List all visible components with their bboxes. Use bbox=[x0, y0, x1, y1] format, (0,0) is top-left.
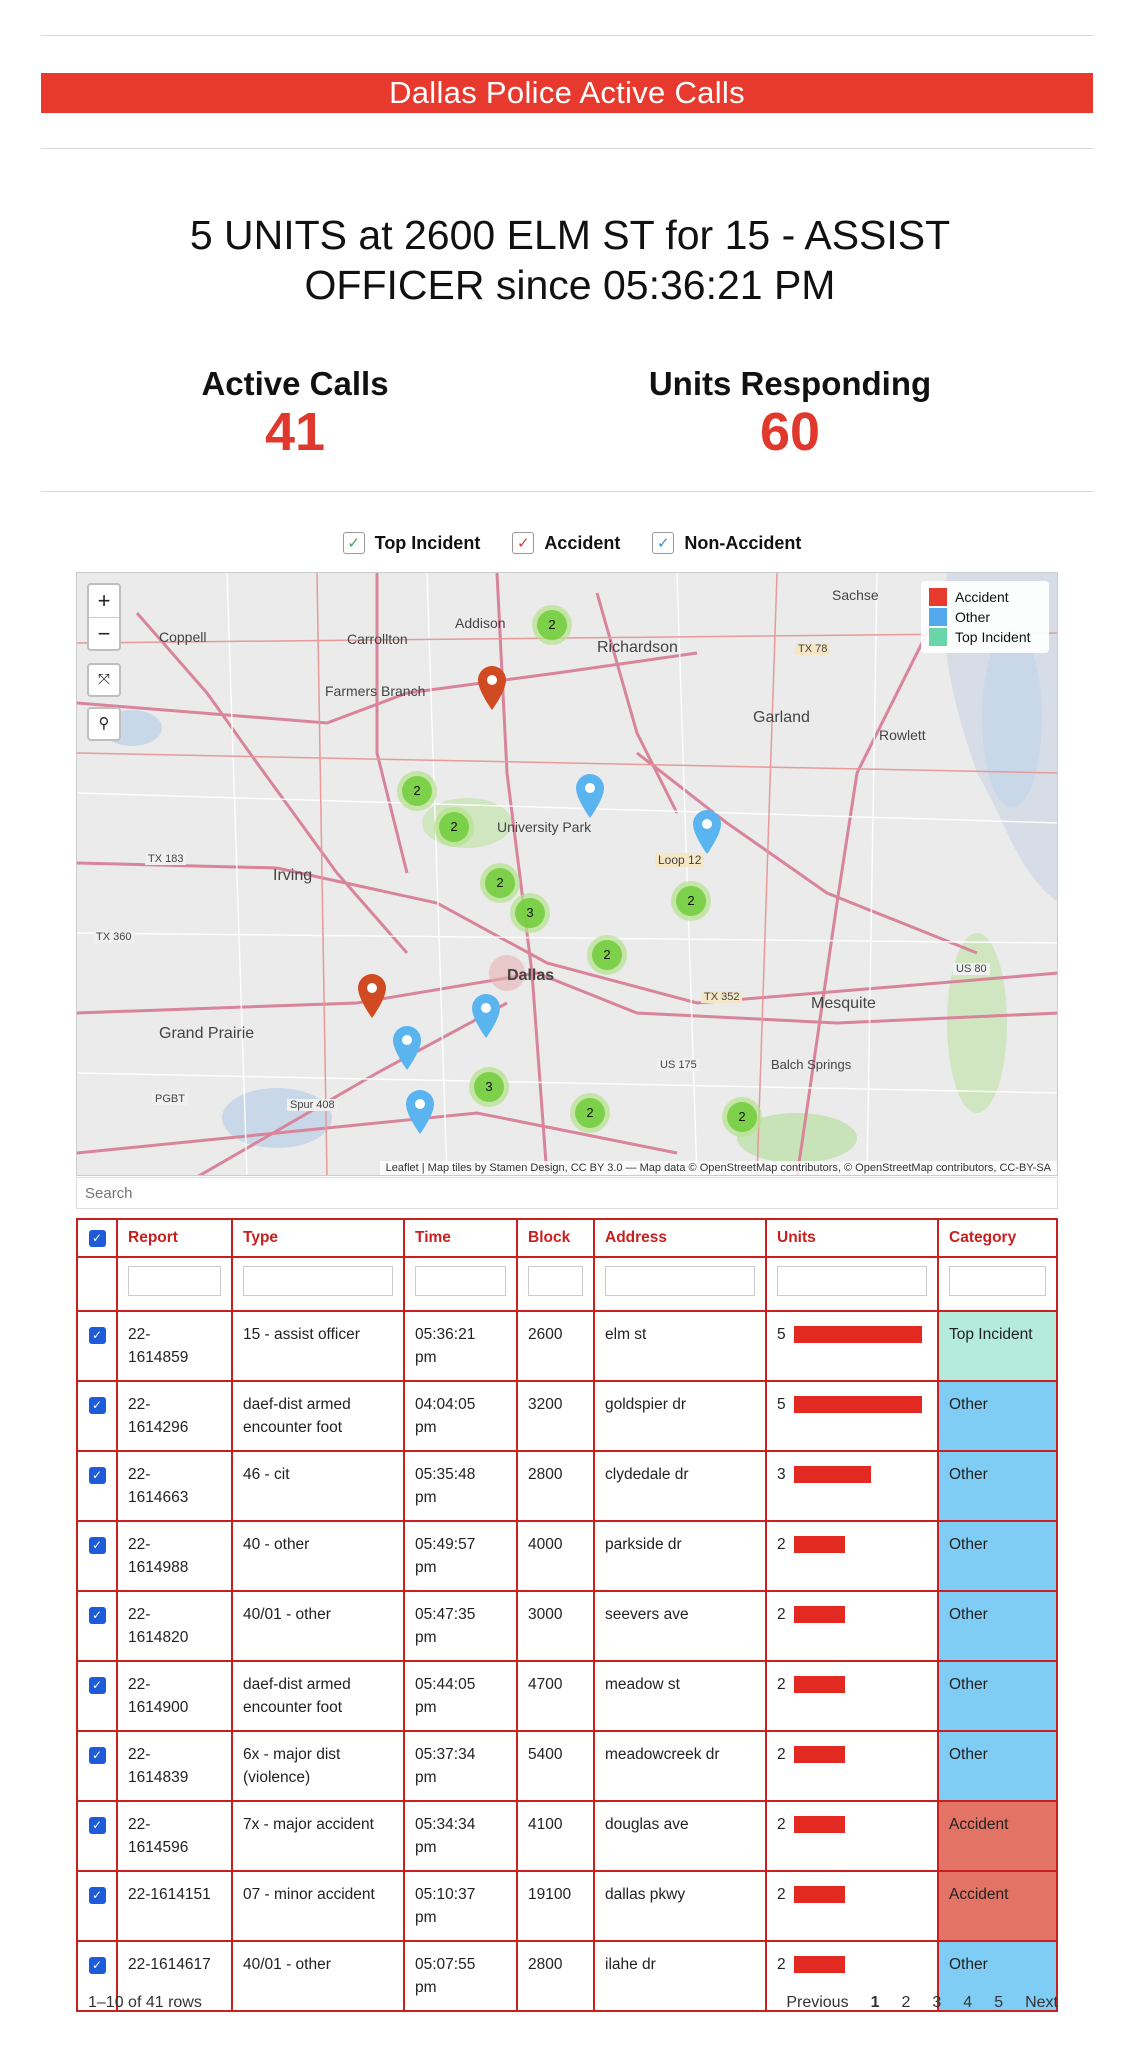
address-cell: seevers ave bbox=[594, 1591, 766, 1661]
block-cell: 2600 bbox=[517, 1311, 594, 1381]
other-pin[interactable] bbox=[691, 809, 723, 855]
other-pin[interactable] bbox=[391, 1025, 423, 1071]
banner-divider bbox=[41, 148, 1093, 149]
table-row[interactable] bbox=[77, 1731, 1057, 1801]
block-cell: 4100 bbox=[517, 1801, 594, 1871]
table-row[interactable] bbox=[77, 1591, 1057, 1661]
time-cell: 05:36:21 pm bbox=[404, 1311, 517, 1381]
units-count: 2 bbox=[777, 1886, 786, 1903]
place-label: Spur 408 bbox=[287, 1099, 338, 1111]
type-cell: 7x - major accident bbox=[232, 1801, 404, 1871]
units-bar bbox=[794, 1676, 845, 1693]
units-display bbox=[777, 1953, 927, 1976]
other-pin[interactable] bbox=[574, 773, 606, 819]
check-icon[interactable]: ✓ bbox=[652, 532, 674, 554]
row-checkbox[interactable]: ✓ bbox=[89, 1327, 106, 1344]
category-cell: Other bbox=[938, 1941, 1057, 2011]
type-cell: daef-dist armed encounter foot bbox=[232, 1381, 404, 1451]
units-count: 2 bbox=[777, 1606, 786, 1623]
filter-label: Accident bbox=[544, 532, 621, 553]
stats-divider bbox=[41, 491, 1093, 492]
pagination bbox=[786, 1994, 1058, 2012]
place-label: Coppell bbox=[159, 629, 207, 645]
units-count: 3 bbox=[777, 1466, 786, 1483]
category-cell: Accident bbox=[938, 1871, 1057, 1941]
row-checkbox[interactable]: ✓ bbox=[89, 1467, 106, 1484]
report-cell: 22- 1614839 bbox=[117, 1731, 232, 1801]
block-cell: 3200 bbox=[517, 1381, 594, 1451]
category-cell: Other bbox=[938, 1661, 1057, 1731]
units-count: 2 bbox=[777, 1746, 786, 1763]
place-label: Garland bbox=[753, 709, 810, 726]
row-select-cell bbox=[77, 1311, 117, 1381]
category-cell: Top Incident bbox=[938, 1311, 1057, 1381]
place-label: TX 78 bbox=[795, 643, 830, 655]
fullscreen-icon[interactable]: ⤧ bbox=[87, 663, 121, 697]
legend-label: Top Incident bbox=[955, 629, 1031, 645]
time-cell: 05:34:34 pm bbox=[404, 1801, 517, 1871]
cluster-count: 2 bbox=[676, 886, 706, 916]
incident-map[interactable] bbox=[76, 572, 1058, 1176]
block-cell: 19100 bbox=[517, 1871, 594, 1941]
report-cell: 22- 1614859 bbox=[117, 1311, 232, 1381]
legend-item bbox=[929, 607, 1041, 627]
zoom-in-button[interactable]: + bbox=[97, 588, 111, 613]
map-cluster[interactable] bbox=[480, 863, 520, 903]
category-cell: Accident bbox=[938, 1801, 1057, 1871]
legend-label: Accident bbox=[955, 589, 1009, 605]
table-row[interactable] bbox=[77, 1451, 1057, 1521]
place-label: Mesquite bbox=[811, 995, 876, 1012]
column-header-block[interactable]: Block bbox=[517, 1219, 594, 1257]
cluster-count: 2 bbox=[439, 812, 469, 842]
row-checkbox[interactable]: ✓ bbox=[89, 1887, 106, 1904]
place-label: Rowlett bbox=[879, 727, 926, 743]
units-bar bbox=[794, 1466, 871, 1483]
units-count: 2 bbox=[777, 1816, 786, 1833]
column-header-report[interactable]: Report bbox=[117, 1219, 232, 1257]
type-cell: 6x - major dist (violence) bbox=[232, 1731, 404, 1801]
units-count: 2 bbox=[777, 1956, 786, 1973]
units-display bbox=[777, 1813, 927, 1836]
units-bar bbox=[794, 1956, 845, 1973]
time-cell: 05:35:48 pm bbox=[404, 1451, 517, 1521]
filter-cell bbox=[404, 1257, 517, 1311]
filter-accident[interactable] bbox=[512, 532, 620, 554]
place-label: Balch Springs bbox=[771, 1057, 852, 1072]
zoom-out-button[interactable]: − bbox=[89, 617, 119, 649]
address-cell: meadowcreek dr bbox=[594, 1731, 766, 1801]
report-cell: 22- 1614296 bbox=[117, 1381, 232, 1451]
row-checkbox[interactable]: ✓ bbox=[89, 1397, 106, 1414]
category-cell: Other bbox=[938, 1591, 1057, 1661]
row-checkbox[interactable]: ✓ bbox=[89, 1817, 106, 1834]
select-all-checkbox[interactable]: ✓ bbox=[89, 1230, 106, 1247]
row-checkbox[interactable]: ✓ bbox=[89, 1607, 106, 1624]
check-icon[interactable]: ✓ bbox=[512, 532, 534, 554]
units-responding-stat bbox=[620, 364, 960, 460]
units-count: 2 bbox=[777, 1536, 786, 1553]
map-legend bbox=[921, 581, 1049, 653]
page-button[interactable]: 3 bbox=[932, 1994, 942, 2011]
page-button[interactable]: 4 bbox=[963, 1994, 973, 2011]
filter-cell bbox=[77, 1257, 117, 1311]
map-cluster[interactable] bbox=[397, 771, 437, 811]
units-bar bbox=[794, 1396, 922, 1413]
legend-item bbox=[929, 587, 1041, 607]
type-cell: 07 - minor accident bbox=[232, 1871, 404, 1941]
units-cell bbox=[766, 1591, 938, 1661]
column-header-type[interactable]: Type bbox=[232, 1219, 404, 1257]
place-label: University Park bbox=[497, 819, 592, 835]
row-select-cell bbox=[77, 1521, 117, 1591]
place-label: US 175 bbox=[657, 1059, 700, 1071]
filter-non-accident[interactable] bbox=[652, 532, 801, 554]
block-cell: 5400 bbox=[517, 1731, 594, 1801]
units-bar bbox=[794, 1606, 845, 1623]
page-button[interactable]: 2 bbox=[901, 1994, 911, 2011]
page-banner: Dallas Police Active Calls bbox=[41, 73, 1093, 113]
type-cell: 40/01 - other bbox=[232, 1941, 404, 2011]
table-row[interactable] bbox=[77, 1311, 1057, 1381]
time-cell: 05:37:34 pm bbox=[404, 1731, 517, 1801]
category-cell: Other bbox=[938, 1521, 1057, 1591]
active-calls-stat bbox=[160, 364, 430, 460]
place-label: Sachse bbox=[832, 587, 879, 603]
map-cluster[interactable] bbox=[671, 881, 711, 921]
place-label: Richardson bbox=[597, 639, 678, 656]
page-button[interactable]: 1 bbox=[870, 1994, 880, 2011]
units-bar bbox=[794, 1886, 845, 1903]
time-cell: 05:10:37 pm bbox=[404, 1871, 517, 1941]
place-label: Loop 12 bbox=[655, 853, 704, 867]
legend-label: Other bbox=[955, 609, 991, 625]
map-cluster[interactable] bbox=[510, 893, 550, 933]
block-cell: 2800 bbox=[517, 1941, 594, 2011]
row-select-cell bbox=[77, 1731, 117, 1801]
block-cell: 2800 bbox=[517, 1451, 594, 1521]
legend-item bbox=[929, 627, 1041, 647]
cluster-count: 2 bbox=[402, 776, 432, 806]
map-tiles bbox=[77, 573, 1058, 1176]
row-select-cell bbox=[77, 1381, 117, 1451]
row-select-cell bbox=[77, 1661, 117, 1731]
place-label: Dallas bbox=[507, 967, 555, 984]
zoom-control bbox=[87, 583, 121, 651]
units-bar bbox=[794, 1816, 845, 1833]
units-display bbox=[777, 1673, 927, 1696]
previous-page-button[interactable]: Previous bbox=[786, 1994, 849, 2011]
time-filter-input[interactable] bbox=[415, 1266, 506, 1296]
cluster-count: 2 bbox=[727, 1102, 757, 1132]
report-cell: 22- 1614988 bbox=[117, 1521, 232, 1591]
report-cell: 22- 1614663 bbox=[117, 1451, 232, 1521]
filter-bar bbox=[0, 532, 1144, 554]
report-cell: 22- 1614900 bbox=[117, 1661, 232, 1731]
table-row[interactable] bbox=[77, 1381, 1057, 1451]
place-label: Carrollton bbox=[347, 631, 408, 647]
units-bar bbox=[794, 1536, 845, 1553]
place-label: PGBT bbox=[152, 1093, 188, 1105]
column-header-units[interactable]: Units bbox=[766, 1219, 938, 1257]
type-filter-input[interactable] bbox=[243, 1266, 393, 1296]
column-header-category[interactable]: Category bbox=[938, 1219, 1057, 1257]
map-cluster[interactable] bbox=[434, 807, 474, 847]
report-cell: 22- 1614596 bbox=[117, 1801, 232, 1871]
type-cell: 40/01 - other bbox=[232, 1591, 404, 1661]
units-cell bbox=[766, 1801, 938, 1871]
rows-info: 1–10 of 41 rows bbox=[88, 1994, 202, 2011]
units-bar bbox=[794, 1326, 922, 1343]
row-checkbox[interactable]: ✓ bbox=[89, 1747, 106, 1764]
row-checkbox[interactable]: ✓ bbox=[89, 1957, 106, 1974]
filter-label: Non-Accident bbox=[684, 532, 802, 553]
time-cell: 05:49:57 pm bbox=[404, 1521, 517, 1591]
active-calls-value: 41 bbox=[264, 402, 326, 462]
filter-cell bbox=[517, 1257, 594, 1311]
units-display bbox=[777, 1883, 927, 1906]
accident-pin[interactable] bbox=[356, 973, 388, 1019]
time-cell: 04:04:05 pm bbox=[404, 1381, 517, 1451]
row-select-cell bbox=[77, 1801, 117, 1871]
category-cell: Other bbox=[938, 1381, 1057, 1451]
row-select-cell bbox=[77, 1591, 117, 1661]
legend-swatch bbox=[929, 628, 947, 646]
table-row[interactable] bbox=[77, 1661, 1057, 1731]
units-cell bbox=[766, 1661, 938, 1731]
table-row[interactable] bbox=[77, 1871, 1057, 1941]
place-label: Farmers Branch bbox=[325, 683, 426, 699]
units-cell bbox=[766, 1311, 938, 1381]
place-label: TX 360 bbox=[93, 931, 134, 943]
map-cluster[interactable] bbox=[532, 605, 572, 645]
report-cell: 22- 1614820 bbox=[117, 1591, 232, 1661]
place-label: US 80 bbox=[953, 963, 990, 975]
units-cell bbox=[766, 1451, 938, 1521]
units-responding-value: 60 bbox=[759, 402, 821, 462]
row-select-cell bbox=[77, 1451, 117, 1521]
filter-cell bbox=[232, 1257, 404, 1311]
units-count: 5 bbox=[777, 1326, 786, 1343]
row-checkbox[interactable]: ✓ bbox=[89, 1677, 106, 1694]
filter-cell bbox=[938, 1257, 1057, 1311]
category-cell: Other bbox=[938, 1731, 1057, 1801]
units-display bbox=[777, 1393, 927, 1416]
map-attribution: Leaflet | Map tiles by Stamen Design, CC BY 3.0 — Map data © OpenStreetMap contributors, © OpenStreetMap contributors, CC-BY-SA bbox=[380, 1161, 1057, 1175]
place-label: Grand Prairie bbox=[159, 1025, 255, 1042]
row-select-cell bbox=[77, 1871, 117, 1941]
table-header-row bbox=[77, 1219, 1057, 1257]
other-pin[interactable] bbox=[470, 993, 502, 1039]
address-cell: dallas pkwy bbox=[594, 1871, 766, 1941]
units-cell bbox=[766, 1871, 938, 1941]
page-button[interactable]: 5 bbox=[994, 1994, 1004, 2011]
place-label: Addison bbox=[455, 615, 506, 631]
next-page-button[interactable]: Next bbox=[1025, 1994, 1058, 2011]
address-cell: ilahe dr bbox=[594, 1941, 766, 2011]
map-cluster[interactable] bbox=[570, 1093, 610, 1133]
calls-table bbox=[76, 1218, 1058, 2012]
units-cell bbox=[766, 1381, 938, 1451]
select-all-header[interactable] bbox=[77, 1219, 117, 1257]
cluster-count: 2 bbox=[592, 940, 622, 970]
check-icon[interactable]: ✓ bbox=[343, 532, 365, 554]
report-cell: 22-1614151 bbox=[117, 1871, 232, 1941]
block-filter-input[interactable] bbox=[528, 1266, 583, 1296]
block-cell: 4000 bbox=[517, 1521, 594, 1591]
address-cell: elm st bbox=[594, 1311, 766, 1381]
type-cell: 15 - assist officer bbox=[232, 1311, 404, 1381]
column-header-time[interactable]: Time bbox=[404, 1219, 517, 1257]
filter-row bbox=[77, 1257, 1057, 1311]
filter-cell bbox=[766, 1257, 938, 1311]
top-divider bbox=[41, 35, 1093, 36]
search-icon[interactable]: ⚲ bbox=[87, 707, 121, 741]
block-cell: 3000 bbox=[517, 1591, 594, 1661]
units-display bbox=[777, 1743, 927, 1766]
filter-top-incident[interactable] bbox=[343, 532, 481, 554]
accident-pin[interactable] bbox=[476, 665, 508, 711]
address-cell: clydedale dr bbox=[594, 1451, 766, 1521]
category-cell: Other bbox=[938, 1451, 1057, 1521]
address-cell: goldspier dr bbox=[594, 1381, 766, 1451]
filter-label: Top Incident bbox=[374, 532, 481, 553]
units-filter-input[interactable] bbox=[777, 1266, 927, 1296]
filter-cell bbox=[594, 1257, 766, 1311]
units-display bbox=[777, 1603, 927, 1626]
type-cell: daef-dist armed encounter foot bbox=[232, 1661, 404, 1731]
search-input[interactable] bbox=[76, 1177, 1058, 1209]
address-cell: parkside dr bbox=[594, 1521, 766, 1591]
units-display bbox=[777, 1533, 927, 1556]
cluster-count: 3 bbox=[474, 1072, 504, 1102]
report-filter-input[interactable] bbox=[128, 1266, 221, 1296]
cluster-count: 3 bbox=[515, 898, 545, 928]
units-cell bbox=[766, 1731, 938, 1801]
place-label: TX 183 bbox=[145, 853, 186, 865]
type-cell: 46 - cit bbox=[232, 1451, 404, 1521]
units-cell bbox=[766, 1521, 938, 1591]
cluster-count: 2 bbox=[537, 610, 567, 640]
place-label: Irving bbox=[273, 867, 313, 884]
map-cluster[interactable] bbox=[722, 1097, 762, 1137]
units-count: 5 bbox=[777, 1396, 786, 1413]
table-row[interactable] bbox=[77, 1801, 1057, 1871]
row-checkbox[interactable]: ✓ bbox=[89, 1537, 106, 1554]
time-cell: 05:07:55 pm bbox=[404, 1941, 517, 2011]
filter-cell bbox=[117, 1257, 232, 1311]
units-display bbox=[777, 1323, 927, 1346]
other-pin[interactable] bbox=[404, 1089, 436, 1135]
legend-swatch bbox=[929, 588, 947, 606]
block-cell: 4700 bbox=[517, 1661, 594, 1731]
units-display bbox=[777, 1463, 927, 1486]
column-header-address[interactable]: Address bbox=[594, 1219, 766, 1257]
table-row[interactable] bbox=[77, 1521, 1057, 1591]
cluster-count: 2 bbox=[485, 868, 515, 898]
type-cell: 40 - other bbox=[232, 1521, 404, 1591]
category-filter-input[interactable] bbox=[949, 1266, 1046, 1296]
active-calls-label: Active Calls bbox=[201, 365, 389, 402]
report-cell: 22-1614617 bbox=[117, 1941, 232, 2011]
time-cell: 05:47:35 pm bbox=[404, 1591, 517, 1661]
top-incident-headline: 5 UNITS at 2600 ELM ST for 15 - ASSIST OFFICER since 05:36:21 PM bbox=[189, 212, 951, 308]
units-bar bbox=[794, 1746, 845, 1763]
units-count: 2 bbox=[777, 1676, 786, 1693]
legend-swatch bbox=[929, 608, 947, 626]
place-label: TX 352 bbox=[701, 991, 742, 1003]
address-cell: douglas ave bbox=[594, 1801, 766, 1871]
cluster-count: 2 bbox=[575, 1098, 605, 1128]
map-cluster[interactable] bbox=[469, 1067, 509, 1107]
address-filter-input[interactable] bbox=[605, 1266, 755, 1296]
units-responding-label: Units Responding bbox=[648, 365, 932, 402]
address-cell: meadow st bbox=[594, 1661, 766, 1731]
time-cell: 05:44:05 pm bbox=[404, 1661, 517, 1731]
map-cluster[interactable] bbox=[587, 935, 627, 975]
